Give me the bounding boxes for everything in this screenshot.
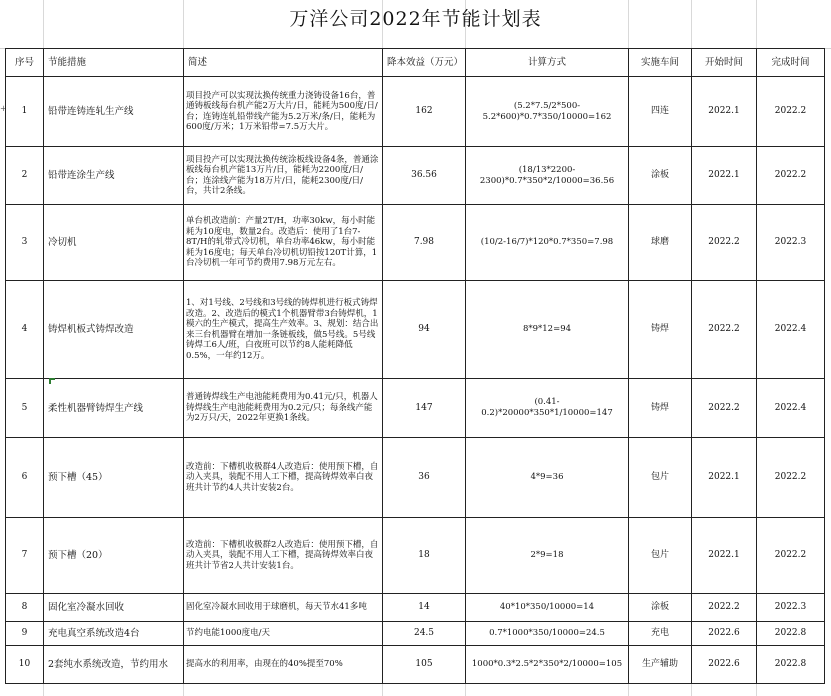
header-measure[interactable]: 节能措施 xyxy=(44,49,184,77)
cell-desc[interactable]: 普通铸焊线生产电池能耗费用为0.41元/只，机器人铸焊线生产电池能耗费用为0.2元/只；每条线产能为2万只/天，2022年更换1条线。 xyxy=(184,379,383,438)
page-title: 万洋公司2022年节能计划表 xyxy=(289,8,542,30)
cell-desc[interactable]: 节约电能1000度电/天 xyxy=(184,622,383,646)
cell-workshop[interactable]: 涂板 xyxy=(629,594,692,622)
cell-workshop[interactable]: 包片 xyxy=(629,438,692,518)
cell-calc[interactable]: 8*9*12=94 xyxy=(466,281,629,379)
cell-end[interactable]: 2022.2 xyxy=(757,438,825,518)
row-marker-icon: + xyxy=(0,104,7,113)
energy-plan-table xyxy=(5,48,825,684)
cell-calc[interactable]: 0.7*1000*350/10000=24.5 xyxy=(466,622,629,646)
cell-measure[interactable]: 铅带连涂生产线 xyxy=(44,147,184,205)
cell-calc[interactable]: (0.41-0.2)*20000*350*1/10000=147 xyxy=(466,379,629,438)
cell-measure[interactable]: 柔性机器臂铸焊生产线 xyxy=(44,379,184,438)
table-row xyxy=(6,205,825,281)
cell-calc[interactable]: 40*10*350/10000=14 xyxy=(466,594,629,622)
cell-desc[interactable]: 提高水的利用率，由现在的40%提至70% xyxy=(184,646,383,684)
cell-benefit[interactable]: 162 xyxy=(383,77,466,147)
cell-desc[interactable]: 改造前：下槽机收极群4人改造后：使用预下槽，自动入夹具，装配不用人工下槽，提高铸焊效率白夜班共计节约4人共计安装2台。 xyxy=(184,438,383,518)
cell-workshop[interactable]: 铸焊 xyxy=(629,281,692,379)
cell-workshop[interactable]: 充电 xyxy=(629,622,692,646)
cell-benefit[interactable]: 105 xyxy=(383,646,466,684)
cell-workshop[interactable]: 生产辅助 xyxy=(629,646,692,684)
cell-calc[interactable]: 4*9=36 xyxy=(466,438,629,518)
cell-seq[interactable]: 8 xyxy=(6,594,44,622)
cell-end[interactable]: 2022.2 xyxy=(757,147,825,205)
cell-comment-marker-icon xyxy=(49,378,55,384)
table-row xyxy=(6,77,825,147)
cell-benefit[interactable]: 24.5 xyxy=(383,622,466,646)
cell-measure[interactable]: 固化室冷凝水回收 xyxy=(44,594,184,622)
cell-desc[interactable]: 1、对1号线、2号线和3号线的铸焊机进行板式铸焊改造。2、改造后的模式1个机器臂带3台铸焊机，1模六的生产模式，提高生产效率。3、规划：结合出来三台机器臂在增加一条链板线，做5号线。5号线铸焊工6人/班，白夜班可以节约8人能耗降低0.5%，一年约12万。 xyxy=(184,281,383,379)
header-desc[interactable]: 简述 xyxy=(184,49,383,77)
cell-seq[interactable]: 10 xyxy=(6,646,44,684)
table-row xyxy=(6,147,825,205)
cell-start[interactable]: 2022.2 xyxy=(692,205,757,281)
cell-benefit[interactable]: 7.98 xyxy=(383,205,466,281)
cell-calc[interactable]: (5.2*7.5/2*500-5.2*600)*0.7*350/10000=162 xyxy=(466,77,629,147)
cell-measure[interactable]: 铸焊机板式铸焊改造 xyxy=(44,281,184,379)
header-seq[interactable]: 序号 xyxy=(6,49,44,77)
cell-start[interactable]: 2022.2 xyxy=(692,281,757,379)
cell-start[interactable]: 2022.2 xyxy=(692,379,757,438)
cell-measure[interactable]: 铅带连铸连轧生产线 xyxy=(44,77,184,147)
cell-end[interactable]: 2022.3 xyxy=(757,594,825,622)
cell-end[interactable]: 2022.3 xyxy=(757,205,825,281)
cell-measure[interactable]: 预下槽（45） xyxy=(44,438,184,518)
header-end[interactable]: 完成时间 xyxy=(757,49,825,77)
cell-benefit[interactable]: 14 xyxy=(383,594,466,622)
cell-calc[interactable]: (10/2-16/7)*120*0.7*350=7.98 xyxy=(466,205,629,281)
header-calc[interactable]: 计算方式 xyxy=(466,49,629,77)
cell-measure[interactable]: 冷切机 xyxy=(44,205,184,281)
cell-end[interactable]: 2022.8 xyxy=(757,622,825,646)
header-row xyxy=(6,49,825,77)
cell-seq[interactable]: 6 xyxy=(6,438,44,518)
cell-calc[interactable]: 2*9=18 xyxy=(466,518,629,594)
cell-end[interactable]: 2022.4 xyxy=(757,379,825,438)
cell-workshop[interactable]: 铸焊 xyxy=(629,379,692,438)
header-workshop[interactable]: 实施车间 xyxy=(629,49,692,77)
table-row xyxy=(6,379,825,438)
cell-seq[interactable]: 9 xyxy=(6,622,44,646)
cell-workshop[interactable]: 包片 xyxy=(629,518,692,594)
table-row xyxy=(6,646,825,684)
cell-benefit[interactable]: 36 xyxy=(383,438,466,518)
cell-measure[interactable]: 预下槽（20） xyxy=(44,518,184,594)
cell-start[interactable]: 2022.6 xyxy=(692,622,757,646)
cell-benefit[interactable]: 147 xyxy=(383,379,466,438)
cell-seq[interactable]: 3 xyxy=(6,205,44,281)
cell-start[interactable]: 2022.6 xyxy=(692,646,757,684)
cell-start[interactable]: 2022.1 xyxy=(692,518,757,594)
cell-workshop[interactable]: 涂板 xyxy=(629,147,692,205)
cell-seq[interactable]: 1 xyxy=(6,77,44,147)
cell-seq[interactable]: 2 xyxy=(6,147,44,205)
cell-start[interactable]: 2022.1 xyxy=(692,147,757,205)
cell-desc[interactable]: 改造前：下槽机收极群2人改造后：使用预下槽，自动入夹具，装配不用人工下槽，提高铸焊效率白夜班共计节省2人共计安装1台。 xyxy=(184,518,383,594)
cell-benefit[interactable]: 94 xyxy=(383,281,466,379)
cell-benefit[interactable]: 18 xyxy=(383,518,466,594)
cell-workshop[interactable]: 四连 xyxy=(629,77,692,147)
table-row xyxy=(6,518,825,594)
header-benefit[interactable]: 降本效益（万元） xyxy=(383,49,466,77)
cell-end[interactable]: 2022.4 xyxy=(757,281,825,379)
cell-benefit[interactable]: 36.56 xyxy=(383,147,466,205)
table-row xyxy=(6,594,825,622)
table-row xyxy=(6,281,825,379)
cell-measure[interactable]: 充电真空系统改造4台 xyxy=(44,622,184,646)
cell-seq[interactable]: 7 xyxy=(6,518,44,594)
cell-calc[interactable]: 1000*0.3*2.5*2*350*2/10000=105 xyxy=(466,646,629,684)
cell-start[interactable]: 2022.1 xyxy=(692,77,757,147)
cell-workshop[interactable]: 球磨 xyxy=(629,205,692,281)
cell-end[interactable]: 2022.2 xyxy=(757,518,825,594)
cell-desc[interactable]: 项目投产可以实现汰换传统重力浇铸设备16台，普通铸板线每台机产能2万大片/日，能耗为500度/日/台；连铸连轧铅带线产能为5.2万米/条/日，能耗为600度/万米；1万米铅带=7.5万大片。 xyxy=(184,77,383,147)
blank-row[interactable] xyxy=(0,35,831,49)
cell-measure[interactable]: 2套纯水系统改造，节约用水 xyxy=(44,646,184,684)
cell-desc[interactable]: 单台机改造前：产量2T/H，功率30kw，每小时能耗为10度电，数量2台。改造后：使用了1台7-8T/H的轧带式冷切机，单台功率46kw，每小时能耗为16度电；每天单台冷切机切铅按120T计算，1台冷切机一年可节约费用7.98万元左右。 xyxy=(184,205,383,281)
table-row xyxy=(6,438,825,518)
cell-end[interactable]: 2022.8 xyxy=(757,646,825,684)
header-start[interactable]: 开始时间 xyxy=(692,49,757,77)
cell-calc[interactable]: (18/13*2200-2300)*0.7*350*2/10000=36.56 xyxy=(466,147,629,205)
cell-seq[interactable]: 5 xyxy=(6,379,44,438)
cell-end[interactable]: 2022.2 xyxy=(757,77,825,147)
cell-desc[interactable]: 项目投产可以实现汰换传统涂板线设备4条，普通涂板线每台机产能13万片/日，能耗为2200度/日/台；连涂线产能为18万片/日，能耗2300度/日/台，共计2条线。 xyxy=(184,147,383,205)
cell-seq[interactable]: 4 xyxy=(6,281,44,379)
cell-start[interactable]: 2022.1 xyxy=(692,438,757,518)
table-row xyxy=(6,622,825,646)
cell-start[interactable]: 2022.2 xyxy=(692,594,757,622)
cell-desc[interactable]: 固化室冷凝水回收用于球磨机，每天节水41多吨 xyxy=(184,594,383,622)
